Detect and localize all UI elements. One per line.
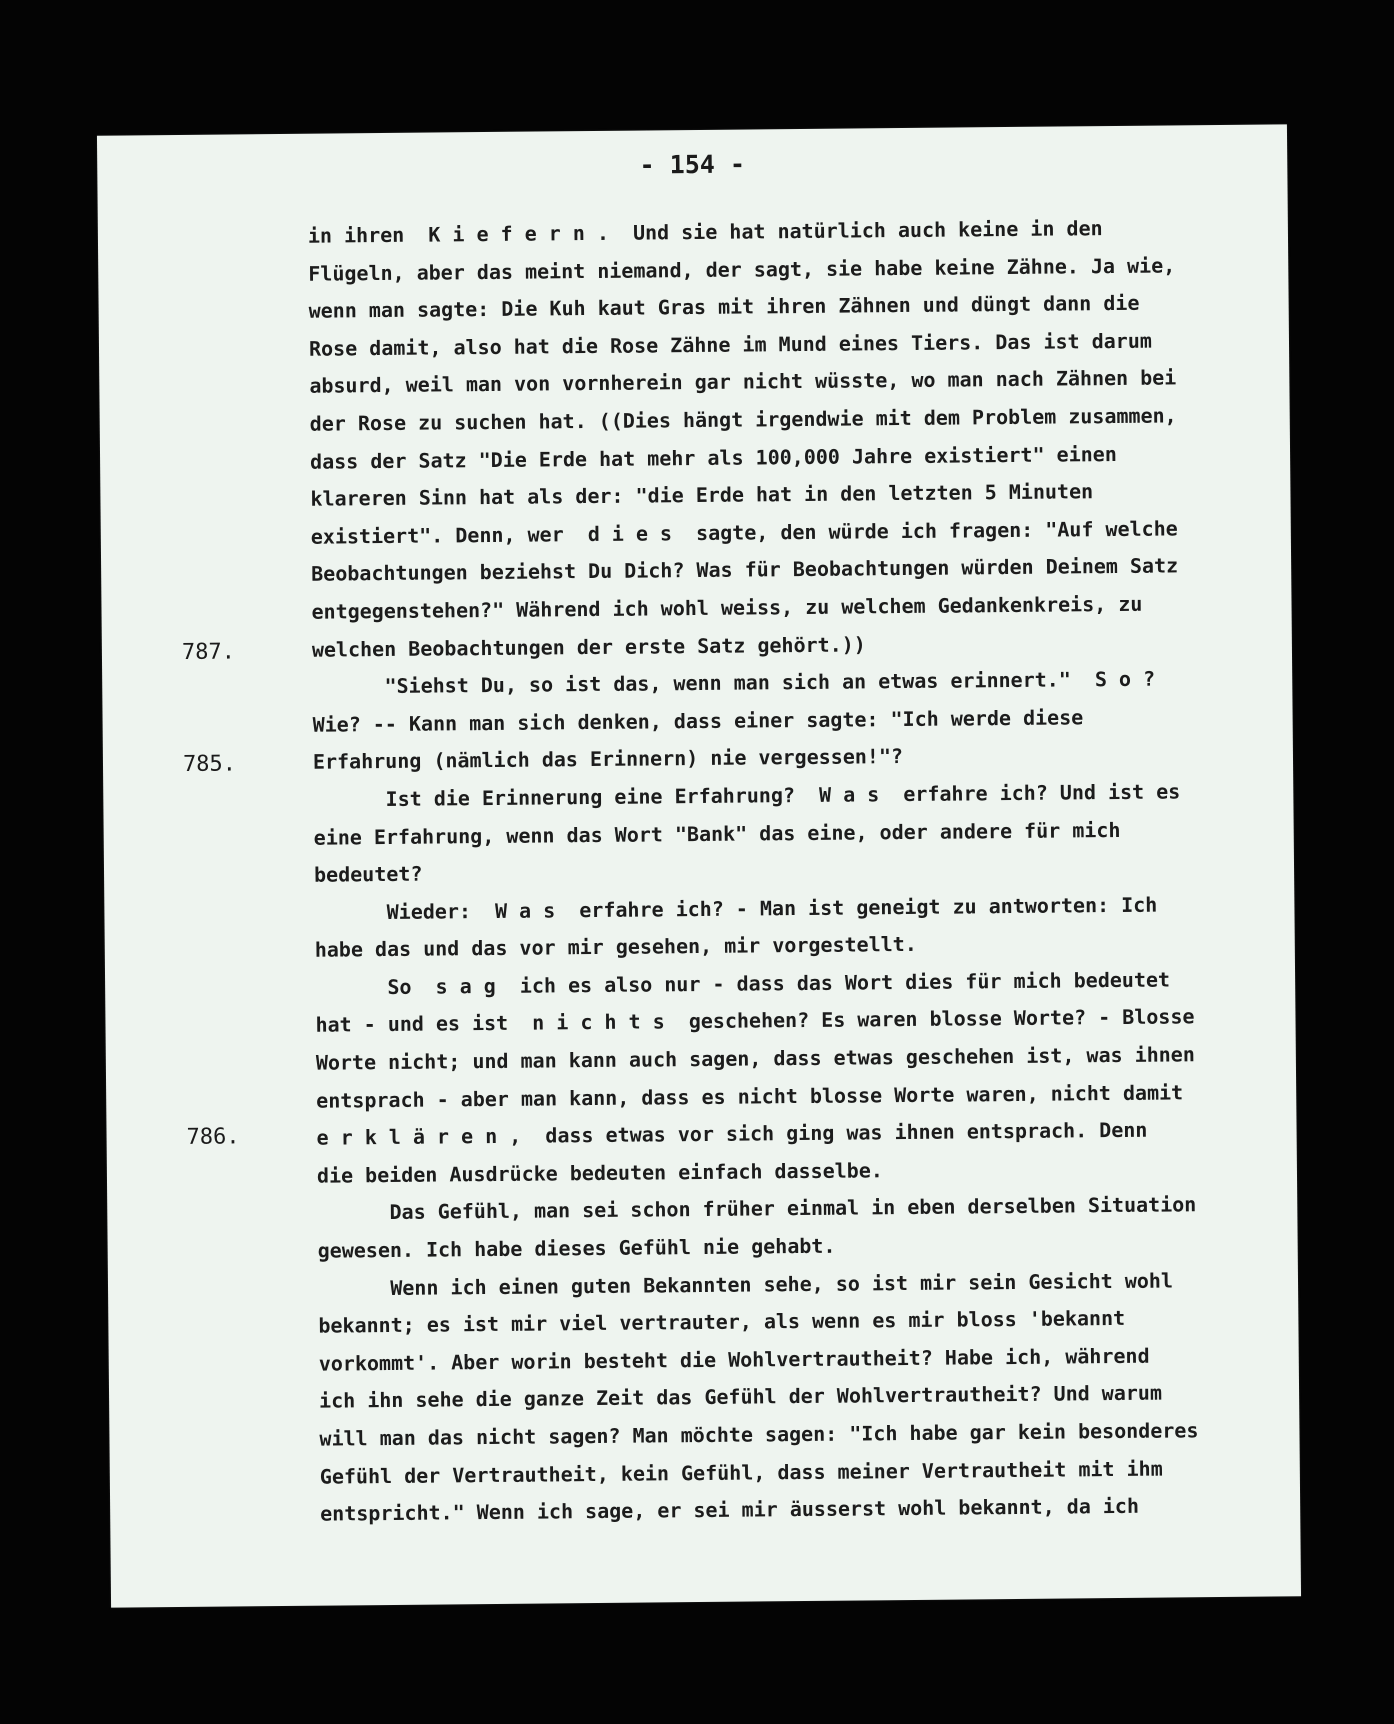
section-number-787: 787.: [181, 639, 236, 665]
typescript-page: [97, 124, 1301, 1607]
text-line: Wieder: W a s erfahre ich? - Man ist geneigt zu antworten: Ich: [314, 892, 1158, 925]
text-line: Ist die Erinnerung eine Erfahrung? W a s erfahre ich? Und ist es: [313, 779, 1181, 812]
text-line: Worte nicht; und man kann auch sagen, dass etwas geschehen ist, was ihnen: [315, 1042, 1195, 1075]
text-line: Wenn ich einen guten Bekannten sehe, so ist mir sein Gesicht wohl: [317, 1268, 1174, 1301]
text-line: Erfahrung (nämlich das Erinnern) nie vergessen!"?: [312, 744, 904, 775]
text-line: entsprach - aber man kann, dass es nicht blosse Worte waren, nicht damit: [316, 1080, 1184, 1113]
text-line: wenn man sagte: Die Kuh kaut Gras mit ihren Zähnen und düngt dann die: [308, 290, 1140, 323]
section-number-785: 785.: [182, 751, 237, 777]
text-line: vorkommt'. Aber worin besteht die Wohlvertrautheit? Habe ich, während: [318, 1343, 1150, 1376]
text-line: Das Gefühl, man sei schon früher einmal in eben derselben Situation: [317, 1192, 1197, 1226]
text-line: Gefühl der Vertrautheit, kein Gefühl, dass meiner Vertrautheit mit ihm: [319, 1456, 1163, 1489]
text-line: dass der Satz "Die Erde hat mehr als 100,000 Jahre existiert" einen: [309, 441, 1117, 474]
text-line: will man das nicht sagen? Man möchte sagen: "Ich habe gar kein besonderes: [319, 1418, 1199, 1451]
text-line: habe das und das vor mir gesehen, mir vorgestellt.: [314, 932, 917, 962]
text-line: Flügeln, aber das meint niemand, der sagt, sie habe keine Zähne. Ja wie,: [308, 252, 1176, 286]
text-line: Wie? -- Kann man sich denken, dass einer sagte: "Ich werde diese: [312, 705, 1084, 737]
text-line: in ihren K i e f e r n . Und sie hat natürlich auch keine in den: [307, 216, 1103, 248]
text-line: entspricht." Wenn ich sage, er sei mir äusserst wohl bekannt, da ich: [320, 1493, 1140, 1526]
text-line: hat - und es ist n i c h t s geschehen? Es waren blosse Worte? - Blosse: [315, 1004, 1195, 1038]
text-line: die beiden Ausdrücke bedeuten einfach dasselbe.: [316, 1158, 883, 1188]
text-line: e r k l ä r e n , dass etwas vor sich ging was ihnen entsprach. Denn: [316, 1117, 1148, 1150]
text-line: eine Erfahrung, wenn das Wort "Bank" das eine, oder andere für mich: [313, 817, 1121, 850]
text-line: entgegenstehen?" Während ich wohl weiss, zu welchem Gedankenkreis, zu: [311, 591, 1143, 624]
text-line: bedeutet?: [313, 861, 423, 887]
text-line: bekannt; es ist mir viel vertrauter, als wenn es mir bloss 'bekannt: [318, 1306, 1126, 1338]
text-line: der Rose zu suchen hat. ((Dies hängt irgendwie mit dem Problem zusammen,: [309, 403, 1177, 436]
text-line: Rose damit, also hat die Rose Zähne im Mund eines Tiers. Das ist darum: [308, 328, 1152, 361]
text-line: So s a g ich es also nur - dass das Wort dies für mich bedeutet: [315, 967, 1171, 1000]
text-line: gewesen. Ich habe dieses Gefühl nie gehabt.: [317, 1233, 836, 1263]
text-line: absurd, weil man von vornherein gar nicht wüsste, wo man nach Zähnen bei: [309, 365, 1177, 399]
text-line: Beobachtungen beziehst Du Dich? Was für Beobachtungen würden Deinem Satz: [311, 553, 1179, 587]
text-line: klareren Sinn hat als der: "die Erde hat in den letzten 5 Minuten: [310, 479, 1094, 511]
section-number-786: 786.: [186, 1124, 240, 1150]
typescript-text: [308, 209, 1271, 1534]
text-line: "Siehst Du, so ist das, wenn man sich an etwas erinnert." S o ?: [312, 666, 1156, 699]
text-line: existiert". Denn, wer d i e s sagte, den würde ich fragen: "Auf welche: [310, 516, 1178, 549]
page-number: - 154 -: [639, 149, 746, 180]
text-line: welchen Beobachtungen der erste Satz gehört.)): [311, 631, 866, 662]
text-line: ich ihn sehe die ganze Zeit das Gefühl der Wohlvertrautheit? Und warum: [319, 1380, 1163, 1414]
